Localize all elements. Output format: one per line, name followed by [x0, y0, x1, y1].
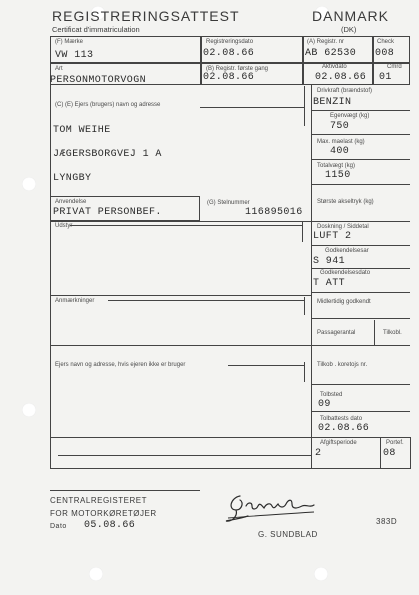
tilkobl-label: Tilkobl. — [383, 330, 402, 336]
owner-street: JÆGERSBORGVEJ 1 A — [53, 149, 162, 160]
owner-label-rule — [200, 107, 304, 108]
bottom-right-border — [410, 437, 411, 468]
punch-hole — [314, 567, 328, 581]
punch-hole — [22, 177, 36, 191]
owner-alt-rule — [228, 365, 304, 366]
temp-approval-label: Midlertidig godkendt — [317, 299, 371, 305]
row-rule — [311, 292, 410, 293]
inspection-date-value: 02.08.66 — [318, 423, 370, 434]
country-code: (DK) — [341, 25, 357, 34]
approval-class-label: Godkendelsesar — [325, 248, 369, 254]
row-rule — [311, 221, 410, 222]
cmrd-label: Cmrd — [387, 64, 402, 70]
signer-name: G. SUNDBLAD — [258, 530, 318, 539]
own-weight-value: 750 — [330, 121, 350, 132]
row-rule — [311, 134, 410, 135]
action-date-label: Aktivdato — [322, 64, 347, 70]
max-load-value: 400 — [330, 146, 350, 157]
bottom-rule — [50, 468, 411, 469]
use-label: Anvendelse — [55, 199, 87, 205]
frame-no-label: (G) Stelnummer — [207, 200, 250, 206]
total-weight-value: 1150 — [325, 170, 351, 181]
axle-load-label: Største akseltryk (kg) — [317, 199, 374, 205]
row-rule — [311, 411, 410, 412]
type-label: Art — [55, 66, 63, 72]
row-rule — [50, 221, 311, 222]
trailer-label: Tilkob . koretojs nr. — [317, 362, 368, 368]
action-date-value: 02.08.66 — [315, 72, 367, 83]
cmrd-value: 01 — [379, 72, 392, 83]
footer-rule — [50, 490, 200, 491]
first-reg-value: 02.08.66 — [203, 72, 255, 83]
form-number: 383D — [376, 517, 398, 526]
fee-label: Afgiftsperiode — [320, 440, 357, 446]
portef-label: Portef. — [386, 440, 404, 446]
remarks-top-rule — [50, 295, 311, 296]
fuel-label: Drivkraft (brændstof) — [317, 88, 373, 94]
equipment-rule — [70, 225, 302, 226]
reg-date-value: 02.08.66 — [203, 48, 255, 59]
row-rule — [311, 268, 410, 269]
equipment-tick — [302, 222, 303, 242]
row-rule — [311, 184, 410, 185]
use-box — [50, 196, 200, 221]
row-rule — [311, 110, 410, 111]
equipment-label: Udstyr — [55, 223, 73, 229]
row-rule — [311, 159, 410, 160]
check-value: 008 — [375, 48, 395, 59]
use-value: PRIVAT PERSONBEF. — [53, 207, 162, 218]
reg-date-label: Registreringsdato — [206, 39, 254, 45]
inspection-place-label: Tolbsted — [320, 392, 343, 398]
issue-date-value: 05.08.66 — [84, 520, 136, 531]
bottom-top-rule — [50, 437, 411, 438]
row-rule — [311, 345, 410, 346]
bottom-divider — [311, 437, 312, 468]
own-weight-label: Egenvægt (kg) — [330, 113, 370, 119]
issuer-line-1: CENTRALREGISTERET — [50, 496, 147, 505]
approval-class-value: S 941 — [313, 256, 346, 267]
left-border — [50, 85, 51, 468]
owner-alt-top-rule — [50, 345, 311, 346]
first-reg-label: (B) Registr. første gang — [206, 66, 269, 72]
fuel-value: BENZIN — [313, 97, 352, 108]
make-label: (F) Mærke — [55, 39, 83, 45]
inspection-place-value: 09 — [318, 399, 331, 410]
country-name: DANMARK — [312, 8, 390, 24]
owner-alt-tick — [304, 362, 305, 382]
passengers-label: Passagerantal — [317, 330, 356, 336]
frame-no-value: 116895016 — [245, 207, 303, 218]
signature — [222, 488, 322, 528]
approval-date-label: Godkendelsesdato — [320, 270, 371, 276]
max-load-label: Max. maelast (kg) — [317, 139, 365, 145]
check-label: Check — [377, 39, 395, 45]
issue-date-label: Dato — [50, 523, 67, 530]
owner-city: LYNGBY — [53, 173, 92, 184]
bottom-divider — [380, 437, 381, 468]
issuer-line-2: FOR MOTORKØRETØJER — [50, 509, 157, 518]
document-subtitle: Certificat d'immatriculation — [52, 25, 140, 34]
remarks-label: Anmærkninger — [55, 298, 95, 304]
punch-hole — [89, 567, 103, 581]
total-weight-label: Totalvægt (kg) — [317, 163, 356, 169]
owner-name: TOM WEIHE — [53, 125, 111, 136]
owner-label: (C) (E) Ejers (brugers) navn og adresse — [55, 102, 161, 108]
reg-no-label: (A) Registr. nr — [307, 39, 345, 45]
remarks-rule — [108, 300, 304, 301]
reg-no-value: AB 62530 — [305, 48, 357, 59]
fee-value: 2 — [315, 448, 322, 459]
cooling-label: Doskning / Siddetal — [317, 224, 369, 230]
bottom-inner-rule — [58, 455, 311, 456]
punch-hole — [22, 403, 36, 417]
make-value: VW 113 — [55, 50, 94, 61]
cooling-value: LUFT 2 — [313, 231, 352, 242]
owner-label-tick — [304, 86, 305, 126]
owner-if-not-user-label: Ejers navn og adresse, hvis ejeren ikke er bruger — [55, 362, 186, 368]
row-rule — [311, 245, 410, 246]
row-rule — [311, 318, 410, 319]
type-value: PERSONMOTORVOGN — [50, 75, 147, 86]
row-rule — [311, 384, 410, 385]
remarks-tick — [304, 297, 305, 315]
inspection-date-label: Tolbattests dato — [320, 416, 363, 422]
portef-value: 08 — [383, 448, 396, 459]
document-title: REGISTRERINGSATTEST — [52, 8, 240, 24]
passengers-divider — [374, 320, 375, 345]
approval-date-value: T ATT — [313, 278, 346, 289]
